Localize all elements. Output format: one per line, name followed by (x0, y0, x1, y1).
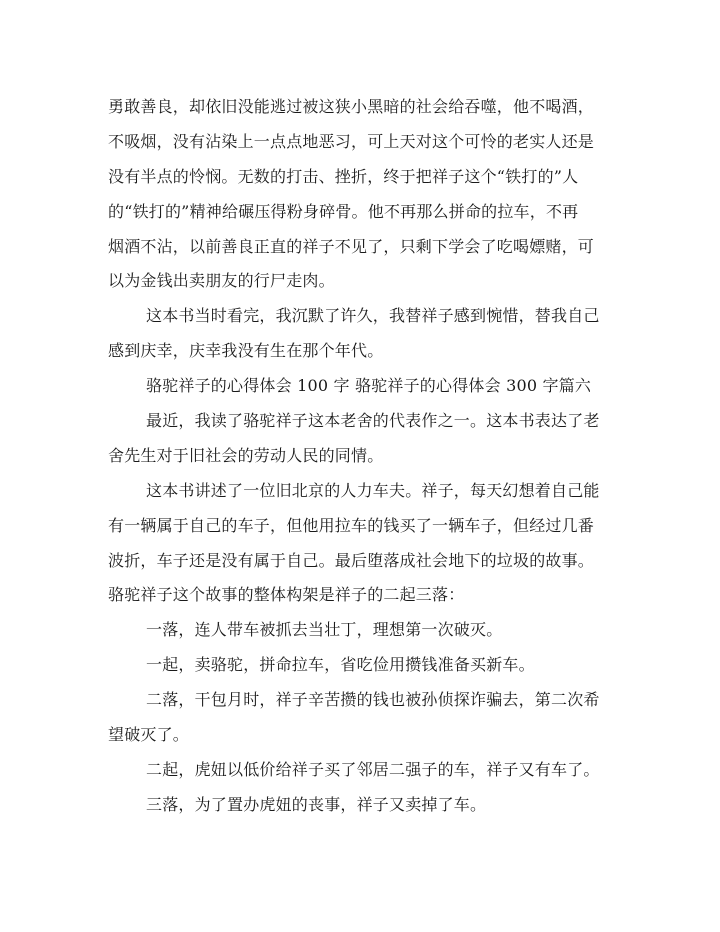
paragraph-start-line: 这本书讲述了一位旧北京的人力车夫。祥子，每天幻想着自己能 (146, 480, 600, 500)
text-line: 波折，车子还是没有属于自己。最后堕落成社会地下的垃圾的故事。 (108, 550, 595, 570)
paragraph-start-line: 最近，我读了骆驼祥子这本老舍的代表作之一。这本书表达了老 (146, 411, 600, 431)
text-line: 有一辆属于自己的车子，但他用拉车的钱买了一辆车子，但经过几番 (108, 515, 595, 535)
text-line: 的“铁打的”精神给碾压得粉身碎骨。他不再那么拼命的拉车，不再 (108, 201, 579, 221)
text-line: 以为金钱出卖朋友的行尸走肉。 (108, 271, 335, 291)
body-text (108, 90, 618, 823)
text-line: 烟酒不沾，以前善良正直的祥子不见了，只剩下学会了吃喝嫖赌，可 (108, 236, 595, 256)
paragraph-start-line: 一落，连人带车被抓去当壮丁，理想第一次破灭。 (146, 620, 503, 640)
paragraph-start-line: 三落，为了置办虎妞的丧事，祥子又卖掉了车。 (146, 794, 487, 814)
paragraph-start-line: 这本书当时看完，我沉默了许久，我替祥子感到惋惜，替我自己 (146, 306, 600, 326)
text-line: 骆驼祥子这个故事的整体构架是祥子的二起三落： (108, 585, 465, 605)
paragraph-start-line: 二落，干包月时，祥子辛苦攒的钱也被孙侦探诈骗去，第二次希 (146, 690, 600, 710)
text-line: 望破灭了。 (108, 725, 190, 745)
section-heading: 骆驼祥子的心得体会 100 字 骆驼祥子的心得体会 300 字篇六 (146, 376, 592, 396)
text-line: 舍先生对于旧社会的劳动人民的同情。 (108, 445, 384, 465)
text-line: 勇敢善良，却依旧没能逃过被这狭小黑暗的社会给吞噬，他不喝酒， (108, 97, 595, 116)
paragraph-start-line: 一起，卖骆驼，拼命拉车，省吃俭用攒钱准备买新车。 (146, 655, 535, 675)
text-line: 感到庆幸，庆幸我没有生在那个年代。 (108, 341, 384, 361)
paragraph-start-line: 二起，虎妞以低价给祥子买了邻居二强子的车，祥子又有车了。 (146, 759, 600, 779)
text-line: 不吸烟，没有沾染上一点点地恶习，可上天对这个可怜的老实人还是 (108, 131, 595, 151)
text-line: 没有半点的怜悯。无数的打击、挫折，终于把祥子这个“铁打的”人 (108, 166, 579, 186)
